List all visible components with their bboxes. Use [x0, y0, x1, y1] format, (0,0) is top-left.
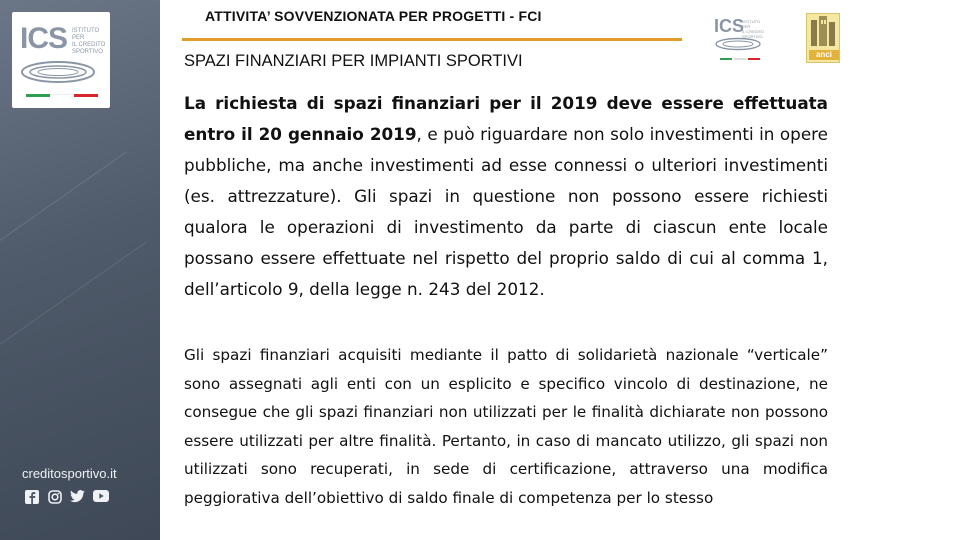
anci-label: anci — [809, 50, 839, 60]
logo-text: ICS — [714, 16, 745, 36]
logo-text: ICS — [20, 22, 68, 55]
website-link[interactable]: creditosportivo.it — [22, 466, 117, 481]
paragraph-1-bold: La richiesta di spazi finanziari per il 2019 deve essere effettuata entro il 20 gennaio 2019 — [184, 93, 828, 144]
paragraph-1-rest: , e può riguardare non solo investimenti in opere pubbliche, ma anche investimenti ad esse connessi o ulteriori investimenti (es. attrezzature). Gli spazi in questione non possono essere richiesti qualora le operazioni di investimento da parte di ciascun ente locale possano essere effettuate nel rispetto del proprio saldo di cui al comma 1, dell’articolo 9, della legge n. 243 del 2012. — [184, 124, 828, 299]
anci-logo — [806, 13, 840, 63]
flag-white — [50, 94, 74, 98]
section-title: SPAZI FINANZIARI PER IMPIANTI SPORTIVI — [184, 52, 523, 70]
flag-red — [74, 94, 98, 97]
logo-subtext: ISTITUTO PER IL CREDITO SPORTIVO — [72, 28, 106, 55]
flag-red — [748, 58, 760, 60]
twitter-icon[interactable] — [70, 490, 85, 504]
ics-logo-small — [712, 14, 772, 64]
track-graphic-icon — [18, 56, 104, 86]
flag-green — [720, 58, 732, 60]
track-graphic-icon — [714, 36, 766, 52]
paragraph-1 — [184, 88, 828, 305]
youtube-icon[interactable] — [93, 490, 108, 504]
paragraph-2: Gli spazi finanziari acquisiti mediante il patto di solidarietà nazionale “verticale” sono assegnati agli enti con un esplicito e specifico vincolo di destinazione, ne consegue che gli spazi finanziari non utilizzati per le finalità dichiarate non possono essere utilizzati per altre finalità. Pertanto, in caso di mancato utilizzo, gli spazi non utilizzati sono recuperati, in sede di certificazione, attraverso una modifica peggiorativa dell’obiettivo di saldo finale di competenza per lo stesso — [184, 346, 828, 507]
building-icon — [807, 14, 839, 50]
ics-logo — [12, 12, 110, 108]
instagram-icon[interactable] — [47, 490, 62, 504]
flag-white — [734, 58, 746, 60]
social-links — [24, 490, 108, 504]
flag-green — [26, 94, 50, 97]
sidebar — [0, 0, 160, 540]
slide-header: ATTIVITA’ SOVVENZIONATA PER PROGETTI - FCI — [205, 8, 542, 24]
facebook-icon[interactable] — [24, 490, 39, 504]
header-divider — [182, 38, 682, 41]
logo-subtext: ISTITUTO PER IL CREDITO SPORTIVO — [742, 19, 765, 39]
